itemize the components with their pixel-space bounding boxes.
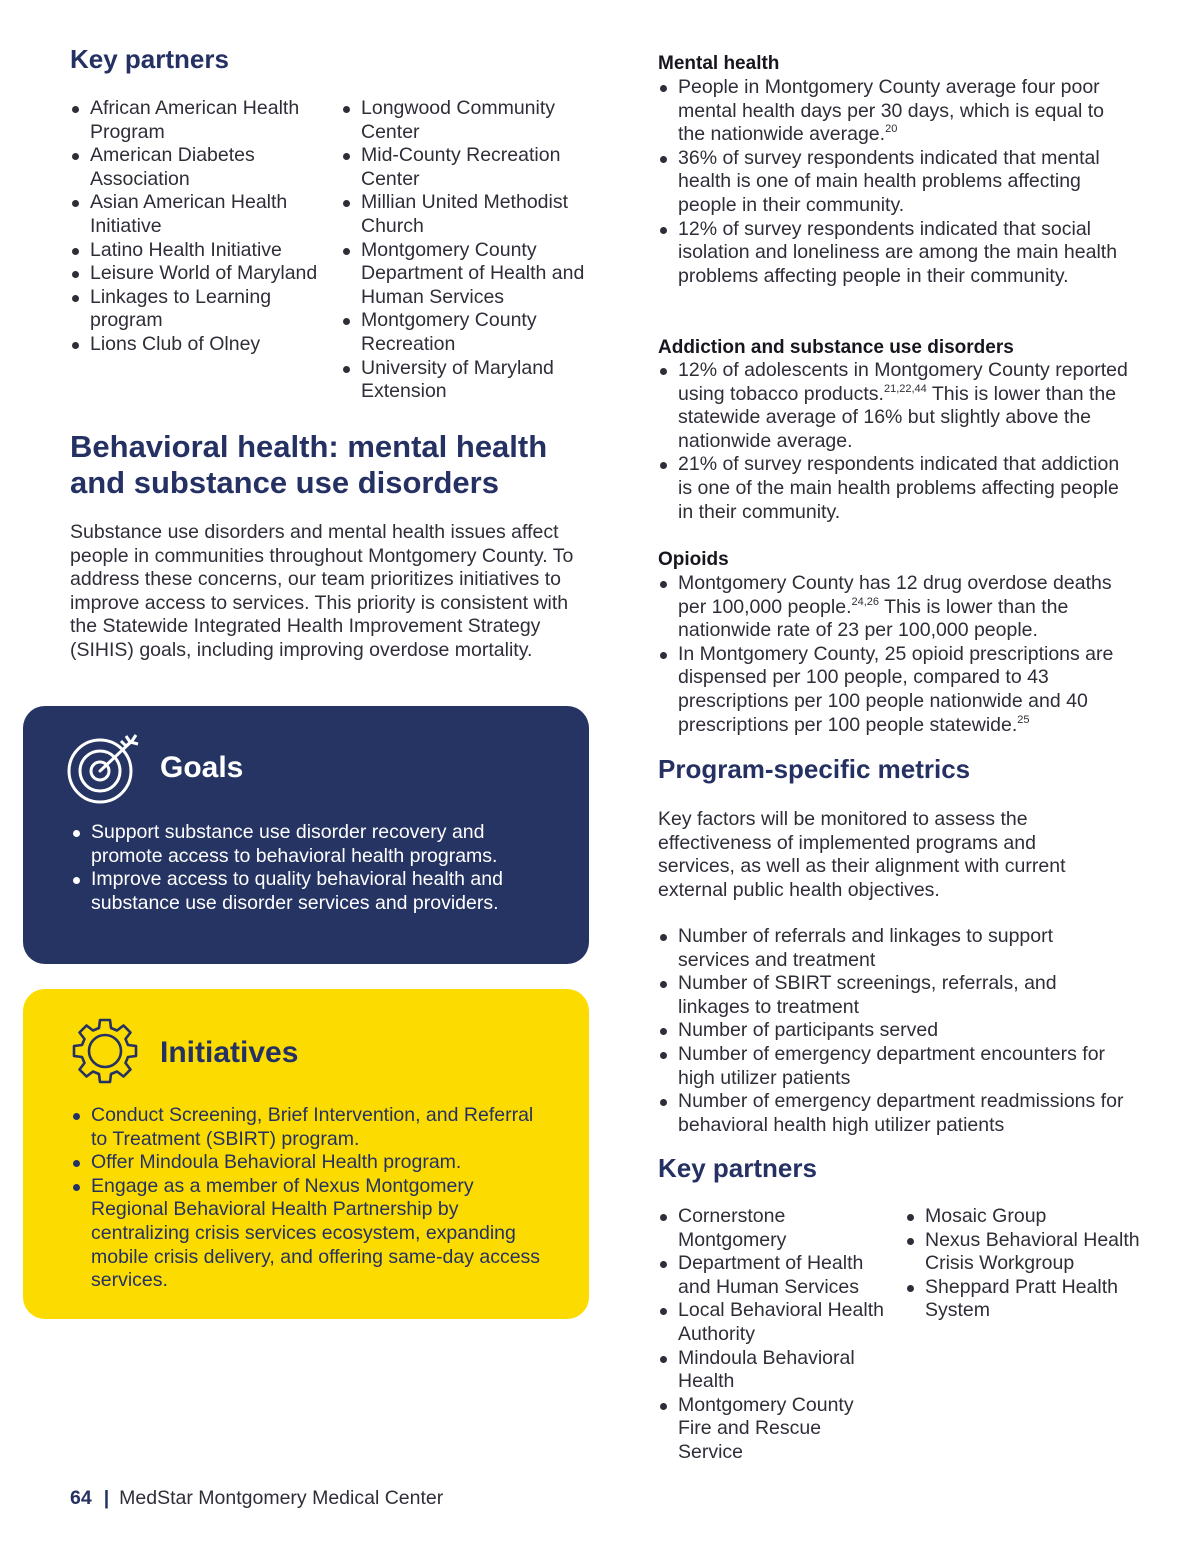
opioids-heading: Opioids [658, 549, 729, 570]
list-item: Montgomery County Recreation [341, 309, 591, 356]
metrics-list [658, 925, 1128, 1137]
initiatives-list [71, 1104, 541, 1293]
list-item: Millian United Methodist Church [341, 191, 591, 238]
addiction-heading: Addiction and substance use disorders [658, 337, 1014, 358]
list-item: Number of participants served [658, 1019, 1128, 1043]
key-partners-heading: Key partners [70, 44, 229, 74]
key-partners-right-col2 [905, 1205, 1141, 1323]
list-item: Department of Health and Human Services [658, 1252, 890, 1299]
list-item: Latino Health Initiative [70, 239, 320, 263]
goals-title: Goals [160, 751, 244, 784]
list-item: Conduct Screening, Brief Intervention, and Referral to Treatment (SBIRT) program. [71, 1104, 541, 1151]
list-item: Leisure World of Maryland [70, 262, 320, 286]
list-item: University of Maryland Extension [341, 357, 591, 404]
list-item: Nexus Behavioral Health Crisis Workgroup [905, 1229, 1141, 1276]
mental-health-heading: Mental health [658, 53, 780, 74]
list-item: Number of emergency department encounters for high utilizer patients [658, 1043, 1128, 1090]
list-item: Montgomery County Fire and Rescue Service [658, 1394, 890, 1465]
list-item: Cornerstone Montgomery [658, 1205, 890, 1252]
list-item: Montgomery County has 12 drug overdose deaths per 100,000 people.$^{24,26}$ This is lower than the nationwide rate of 23 per 100,000 people. [658, 572, 1128, 643]
list-item: Improve access to quality behavioral health and substance use disorder services and providers. [71, 868, 541, 915]
list-item: Asian American Health Initiative [70, 191, 320, 238]
list-item: Mid-County Recreation Center [341, 144, 591, 191]
list-item: 21% of survey respondents indicated that addiction is one of the main health problems affecting people in their community. [658, 453, 1128, 524]
list-item: Local Behavioral Health Authority [658, 1299, 890, 1346]
list-item: African American Health Program [70, 97, 320, 144]
list-item: Longwood Community Center [341, 97, 591, 144]
opioids-list [658, 572, 1128, 737]
list-item: Sheppard Pratt Health System [905, 1276, 1141, 1323]
metrics-intro: Key factors will be monitored to assess the effectiveness of implemented programs and services, as well as their alignment with current external public health objectives. [658, 808, 1066, 901]
list-item: Number of referrals and linkages to support services and treatment [658, 925, 1128, 972]
initiatives-title: Initiatives [160, 1036, 299, 1069]
section-heading: Behavioral health: mental health and substance use disorders [70, 429, 548, 500]
list-item: American Diabetes Association [70, 144, 320, 191]
list-item: Number of emergency department readmissions for behavioral health high utilizer patients [658, 1090, 1128, 1137]
list-item: 12% of survey respondents indicated that social isolation and loneliness are among the main health problems affecting people in their community. [658, 218, 1128, 289]
footer-org: MedStar Montgomery Medical Center [119, 1487, 444, 1509]
list-item: Linkages to Learning program [70, 286, 320, 333]
list-item: Offer Mindoula Behavioral Health program. [71, 1151, 541, 1175]
list-item: 36% of survey respondents indicated that mental health is one of main health problems affecting people in their community. [658, 147, 1128, 218]
page-number: 64 [70, 1487, 92, 1509]
key-partners-list-col2 [341, 97, 591, 404]
list-item: In Montgomery County, 25 opioid prescriptions are dispensed per 100 people, compared to 43 prescriptions per 100 people nationwide and 40 prescriptions per 100 people statewide.$^{25}$ [658, 643, 1128, 737]
list-item: Engage as a member of Nexus Montgomery Regional Behavioral Health Partnership by centralizing crisis services ecosystem, expanding mobile crisis delivery, and offering same-day access services. [71, 1175, 541, 1293]
mental-health-list [658, 76, 1128, 288]
key-partners-list-col1 [70, 97, 320, 357]
key-partners-right-col1 [658, 1205, 890, 1465]
list-item: People in Montgomery County average four poor mental health days per 30 days, which is equal to the nationwide average.$^{20}$ [658, 76, 1128, 147]
list-item: Montgomery County Department of Health and Human Services [341, 239, 591, 310]
list-item: Number of SBIRT screenings, referrals, and linkages to treatment [658, 972, 1128, 1019]
target-icon [66, 733, 146, 805]
gear-icon [68, 1016, 142, 1090]
goals-list [71, 821, 541, 915]
list-item: Support substance use disorder recovery and promote access to behavioral health programs. [71, 821, 541, 868]
list-item: 12% of adolescents in Montgomery County reported using tobacco products.$^{21,22,44}$ This is lower than the statewide average of 16% but slightly above the nationwide average. [658, 359, 1128, 453]
metrics-heading: Program-specific metrics [658, 754, 971, 784]
page-footer [70, 1486, 443, 1510]
section-intro: Substance use disorders and mental health issues affect people in communities throughout Montgomery County. To address these concerns, our team prioritizes initiatives to improve access to services. This priority is consistent with the Statewide Integrated Health Improvement Strategy (SIHIS) goals, including improving overdose mortality. [70, 521, 574, 661]
key-partners-heading-right: Key partners [658, 1153, 817, 1183]
addiction-list [658, 359, 1128, 524]
list-item: Mosaic Group [905, 1205, 1141, 1229]
list-item: Mindoula Behavioral Health [658, 1347, 890, 1394]
footer-separator: | [103, 1487, 110, 1509]
list-item: Lions Club of Olney [70, 333, 320, 357]
